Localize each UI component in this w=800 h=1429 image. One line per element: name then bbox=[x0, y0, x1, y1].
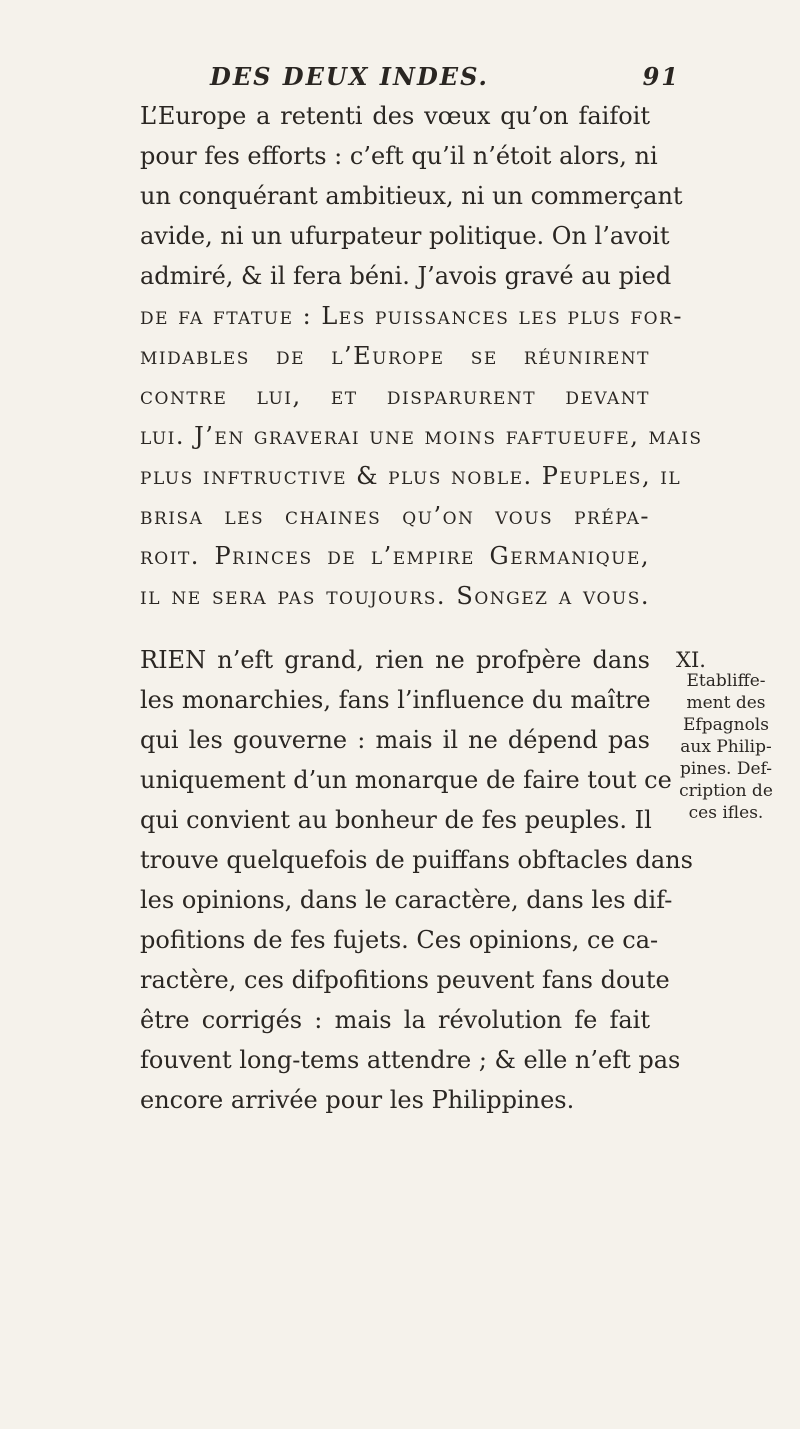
text-line: être corrigés : mais la révolution fe fait bbox=[140, 1006, 650, 1034]
text-line: fouvent long-tems attendre ; & elle n’eft pas bbox=[140, 1046, 681, 1074]
text-line: midables de l’Europe se réunirent bbox=[140, 342, 650, 370]
running-head bbox=[120, 62, 680, 96]
margin-note bbox=[676, 670, 776, 824]
text-line: trouve quelquefois de puiffans obftacles dans bbox=[140, 846, 693, 874]
running-title: DES DEUX INDES. bbox=[210, 62, 489, 91]
text-line: qui les gouverne : mais il ne dépend pas bbox=[140, 726, 650, 754]
text-line: contre lui, et disparurent devant bbox=[140, 382, 650, 410]
page-number: 91 bbox=[642, 62, 680, 91]
margin-section-number: XI. bbox=[676, 648, 706, 672]
text-line: les opinions, dans le caractère, dans les dif- bbox=[140, 886, 673, 914]
paragraph-1 bbox=[140, 96, 703, 616]
text-line: avide, ni un ufurpateur politique. On l’avoit bbox=[140, 222, 670, 250]
text-line: RIEN n’eft grand, rien ne profpère dans bbox=[140, 646, 650, 674]
text-line: ractère, ces difpofitions peuvent fans doute bbox=[140, 966, 670, 994]
text-line: uniquement d’un monarque de faire tout ce bbox=[140, 766, 672, 794]
text-line: admiré, & il fera béni. J’avois gravé au pied bbox=[140, 262, 672, 290]
margin-note-line: ces ifles. bbox=[688, 803, 764, 823]
text-line: pour fes efforts : c’eft qu’il n’étoit alors, ni bbox=[140, 142, 658, 170]
text-line: un conquérant ambitieux, ni un commerçant bbox=[140, 182, 683, 210]
text-line: les monarchies, fans l’influence du maître bbox=[140, 686, 651, 714]
text-line: roit. Princes de l’empire Germanique, bbox=[140, 542, 650, 570]
text-line: lui. J’en graverai une moins faftueufe, mais bbox=[140, 422, 703, 450]
margin-note-line: aux Philip- bbox=[680, 737, 772, 757]
margin-note-line: Efpagnols bbox=[683, 715, 769, 735]
margin-note-line: cription de bbox=[679, 781, 773, 801]
text-line: plus inftructive & plus noble. Peuples, il bbox=[140, 462, 682, 490]
text-line: qui convient au bonheur de fes peuples. Il bbox=[140, 806, 652, 834]
text-line: pofitions de fes fujets. Ces opinions, ce ca- bbox=[140, 926, 659, 954]
margin-note-line: ment des bbox=[686, 693, 766, 713]
text-line: encore arrivée pour les Philippines. bbox=[140, 1086, 575, 1114]
margin-note-line: pines. Def- bbox=[680, 759, 772, 779]
text-line: L’Europe a retenti des vœux qu’on faifoit bbox=[140, 102, 650, 130]
text-line: il ne sera pas toujours. Songez a vous. bbox=[140, 582, 650, 610]
margin-note-line: Etabliffe- bbox=[686, 671, 766, 691]
text-line: brisa les chaines qu’on vous prépa- bbox=[140, 502, 650, 530]
text-line: de fa ftatue : Les puissances les plus for- bbox=[140, 302, 684, 330]
